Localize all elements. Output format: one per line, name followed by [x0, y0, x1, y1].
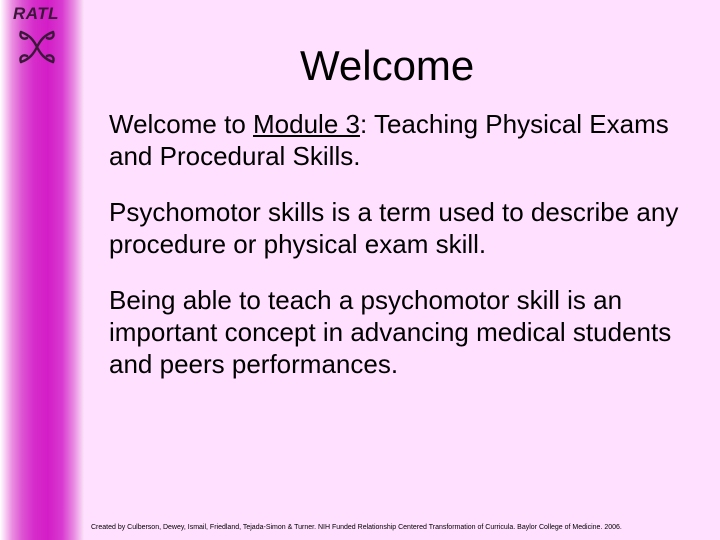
slide-body	[109, 108, 689, 404]
brand-text: RATL	[13, 4, 60, 23]
slide-title: Welcome	[300, 42, 475, 89]
intro-text-after: : Teaching Physical Exams and Procedural Skills.	[109, 109, 669, 171]
paragraph-importance: Being able to teach a psychomotor skill is an important concept in advancing medical students and peers performances.	[109, 285, 672, 379]
paragraph-intro	[109, 108, 689, 172]
ornament-icon	[16, 27, 58, 67]
paragraph-definition: Psychomotor skills is a term used to describe any procedure or physical exam skill.	[109, 197, 679, 259]
intro-text-before: Welcome to	[109, 109, 254, 139]
footer-credit: Created by Culberson, Dewey, Ismail, Friedland, Tejada-Simon & Turner. NIH Funded Relationship Centered Transformation of Curricula. Baylor College of Medicine. 2006.	[91, 524, 622, 531]
sidebar-band	[0, 0, 84, 540]
module-link-text: Module 3	[253, 109, 360, 139]
